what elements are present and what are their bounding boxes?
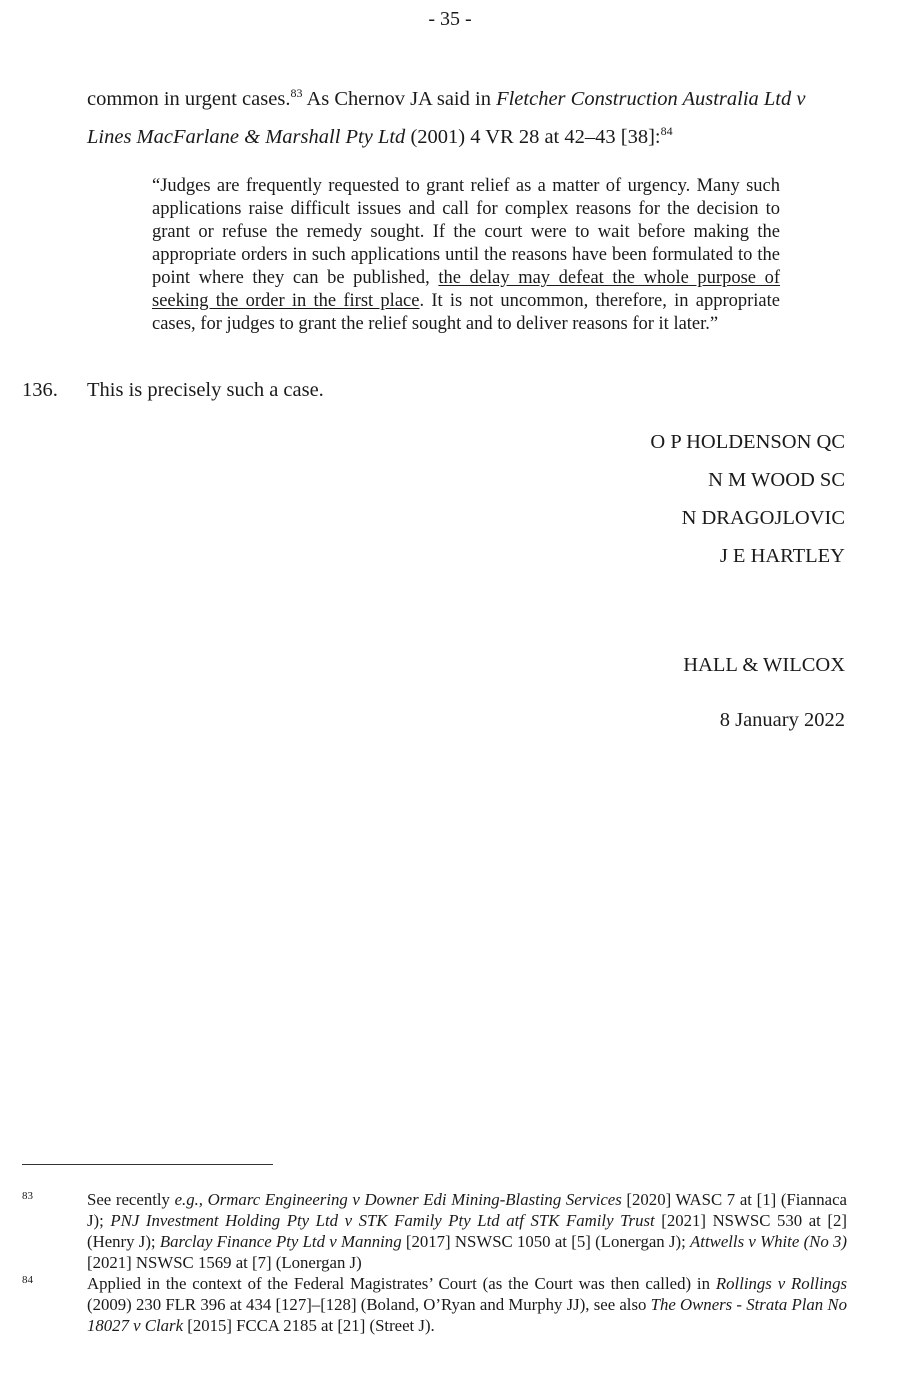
fn-citation: Attwells v White (No 3) [690, 1232, 848, 1251]
signatory-3: N DRAGOJLOVIC [681, 507, 845, 529]
fn-text: [2021] NSWSC 1569 at [7] (Lonergan J) [87, 1253, 362, 1272]
block-quote [152, 175, 780, 336]
fn-text: [2015] FCCA 2185 at [21] (Street J). [183, 1316, 435, 1335]
fn-text: See recently [87, 1190, 175, 1209]
para-text: (2001) 4 VR 28 at 42–43 [38]: [405, 126, 661, 148]
fn-citation: e.g., Ormarc Engineering v Downer Edi Mining-Blasting Services [174, 1190, 622, 1209]
fn-text: Applied in the context of the Federal Magistrates’ Court (as the Court was then called) in [87, 1274, 716, 1293]
footnote-mark-84: 84 [22, 1274, 33, 1286]
case-citation: Fletcher Construction Australia Ltd v Lines MacFarlane & Marshall Pty Ltd [87, 88, 806, 148]
footnote-separator [22, 1164, 273, 1165]
law-firm: HALL & WILCOX [683, 654, 845, 676]
para-text: common in urgent cases. [87, 88, 291, 110]
paragraph-135-continuation [87, 80, 852, 156]
fn-text: [2020] WASC 7 at [1] (Fiannaca J); [87, 1190, 847, 1230]
quote-underlined-text: the delay may defeat the whole purpose of seeking the order in the first place [152, 268, 780, 311]
quote-text: . It is not uncommon, therefore, in appropriate cases, for judges to grant the relief sought and to deliver reasons for it later.” [152, 291, 780, 334]
signatory-2: N M WOOD SC [708, 469, 845, 491]
footnote-mark-83: 83 [22, 1190, 33, 1202]
fn-citation: PNJ Investment Holding Pty Ltd v STK Family Pty Ltd atf STK Family Trust [110, 1211, 655, 1230]
para-text: As Chernov JA said in [302, 88, 497, 110]
paragraph-number-136: 136. [22, 379, 58, 401]
paragraph-136-text: This is precisely such a case. [87, 379, 324, 401]
signatory-1: O P HOLDENSON QC [650, 431, 845, 453]
footnote-ref-84[interactable]: 84 [660, 124, 673, 138]
fn-citation: The Owners - Strata Plan No 18027 v Clark [87, 1295, 847, 1335]
signatory-4: J E HARTLEY [719, 545, 845, 567]
footnote-84 [87, 1273, 847, 1336]
fn-citation: Barclay Finance Pty Ltd v Manning [159, 1232, 402, 1251]
fn-citation: Rollings v Rollings [715, 1274, 847, 1293]
quote-text: “Judges are frequently requested to grant relief as a matter of urgency. Many such applications raise difficult issues and call for complex reasons for the decision to grant or refuse the remedy sought. If the court were to wait before making the appropriate orders in such applications until the reasons have been formulated to the point where they can be published, [152, 176, 780, 288]
footnote-83 [87, 1189, 847, 1273]
fn-text: [2017] NSWSC 1050 at [5] (Lonergan J); [401, 1232, 691, 1251]
document-date: 8 January 2022 [719, 709, 845, 731]
fn-text: [2021] NSWSC 530 at [2] (Henry J); [87, 1211, 847, 1251]
fn-text: (2009) 230 FLR 396 at 434 [127]–[128] (Boland, O’Ryan and Murphy JJ), see also [87, 1295, 651, 1314]
page-number: - 35 - [428, 8, 472, 30]
footnote-ref-83[interactable]: 83 [290, 86, 303, 100]
